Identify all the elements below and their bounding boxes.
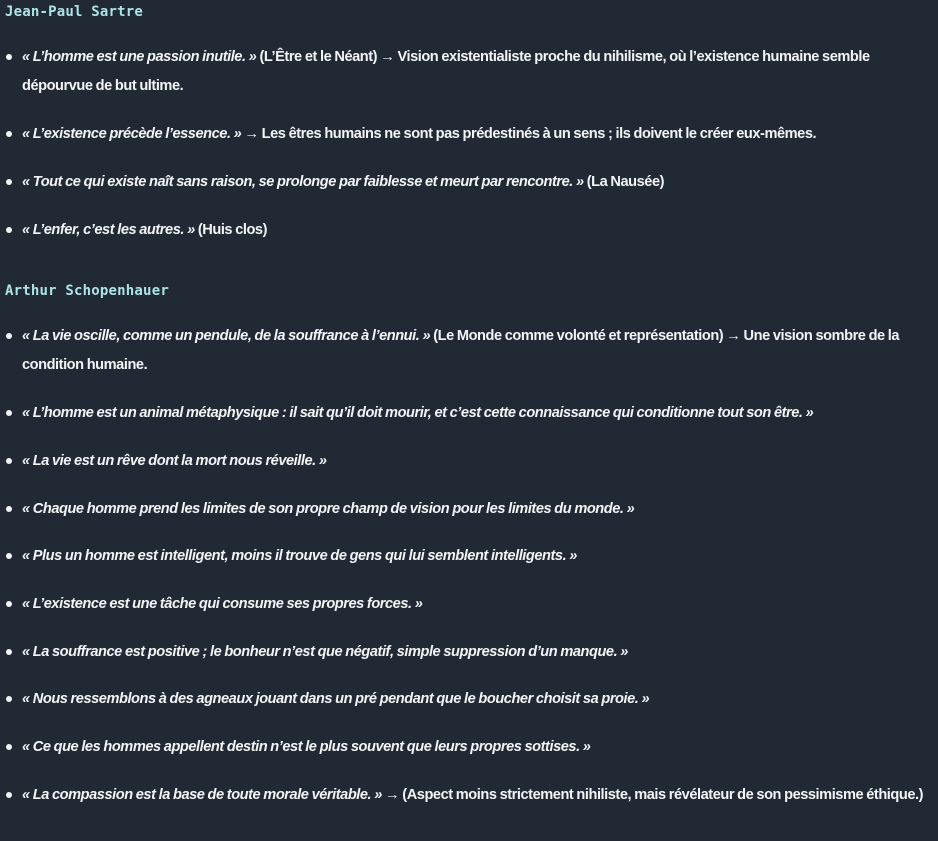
quote-annotation: (La Nausée) <box>583 174 665 190</box>
quote-text: « Nous ressemblons à des agneaux jouant dans un pré pendant que le boucher choisit sa proie. » <box>22 691 650 707</box>
section-heading-schopenhauer: Arthur Schopenhauer <box>5 283 169 299</box>
bullet-icon <box>6 553 12 559</box>
quote-text: « La souffrance est positive ; le bonheur n’est que négatif, simple suppression d’un manque. » <box>22 644 628 660</box>
bullet-icon <box>6 227 12 233</box>
list-item <box>0 638 938 667</box>
bullet-icon <box>6 696 12 702</box>
list-item <box>0 447 938 476</box>
quote-text: « L’enfer, c’est les autres. » <box>22 222 195 238</box>
quote-text: « L’existence est une tâche qui consume ses propres forces. » <box>22 596 423 612</box>
quote-annotation: → Les êtres humains ne sont pas prédestinés à un sens ; ils doivent le créer eux-mêmes. <box>241 126 817 142</box>
list-item <box>0 216 938 245</box>
quote-annotation: (Le Monde comme volonté et représentation) → Une vision sombre de la condition humaine. <box>22 328 900 373</box>
bullet-icon <box>6 458 12 464</box>
quote-text: « Tout ce qui existe naît sans raison, se prolonge par faiblesse et meurt par rencontre. » <box>22 174 584 190</box>
list-item <box>0 322 938 380</box>
quote-annotation: → (Aspect moins strictement nihiliste, mais révélateur de son pessimisme éthique.) <box>381 787 924 803</box>
bullet-icon <box>6 601 12 607</box>
bullet-icon <box>6 333 12 339</box>
quote-text: « L’homme est un animal métaphysique : il sait qu’il doit mourir, et c’est cette connaissance qui conditionne tout son être. » <box>22 405 814 421</box>
quote-text: « L’existence précède l’essence. » <box>22 126 242 142</box>
list-item <box>0 685 938 714</box>
quote-text: « Plus un homme est intelligent, moins il trouve de gens qui lui semblent intelligents. » <box>22 548 577 564</box>
quote-text: « L’homme est une passion inutile. » <box>22 49 257 65</box>
quote-text: « La vie oscille, comme un pendule, de la souffrance à l’ennui. » <box>22 328 431 344</box>
bullet-icon <box>6 649 12 655</box>
list-item <box>0 542 938 571</box>
bullet-icon <box>6 179 12 185</box>
quote-text: « Ce que les hommes appellent destin n’est le plus souvent que leurs propres sottises. » <box>22 739 591 755</box>
quote-annotation: (Huis clos) <box>194 222 268 238</box>
list-item <box>0 733 938 762</box>
quote-annotation: (L’Être et le Néant) → Vision existentialiste proche du nihilisme, où l’existence humaine semble dépourvue de but ultime. <box>22 49 870 94</box>
bullet-icon <box>6 410 12 416</box>
bullet-icon <box>6 131 12 137</box>
bullet-icon <box>6 506 12 512</box>
bullet-icon <box>6 744 12 750</box>
bullet-icon <box>6 792 12 798</box>
quote-text: « La compassion est la base de toute morale véritable. » <box>22 787 382 803</box>
list-item <box>0 781 938 810</box>
list-item <box>0 590 938 619</box>
list-item <box>0 495 938 524</box>
list-item <box>0 168 938 197</box>
list-item <box>0 43 938 101</box>
quote-text: « La vie est un rêve dont la mort nous réveille. » <box>22 453 327 469</box>
section-heading-sartre: Jean-Paul Sartre <box>5 4 144 20</box>
bullet-icon <box>6 54 12 60</box>
list-item <box>0 120 938 149</box>
list-item <box>0 399 938 428</box>
quote-text: « Chaque homme prend les limites de son propre champ de vision pour les limites du monde. » <box>22 501 635 517</box>
